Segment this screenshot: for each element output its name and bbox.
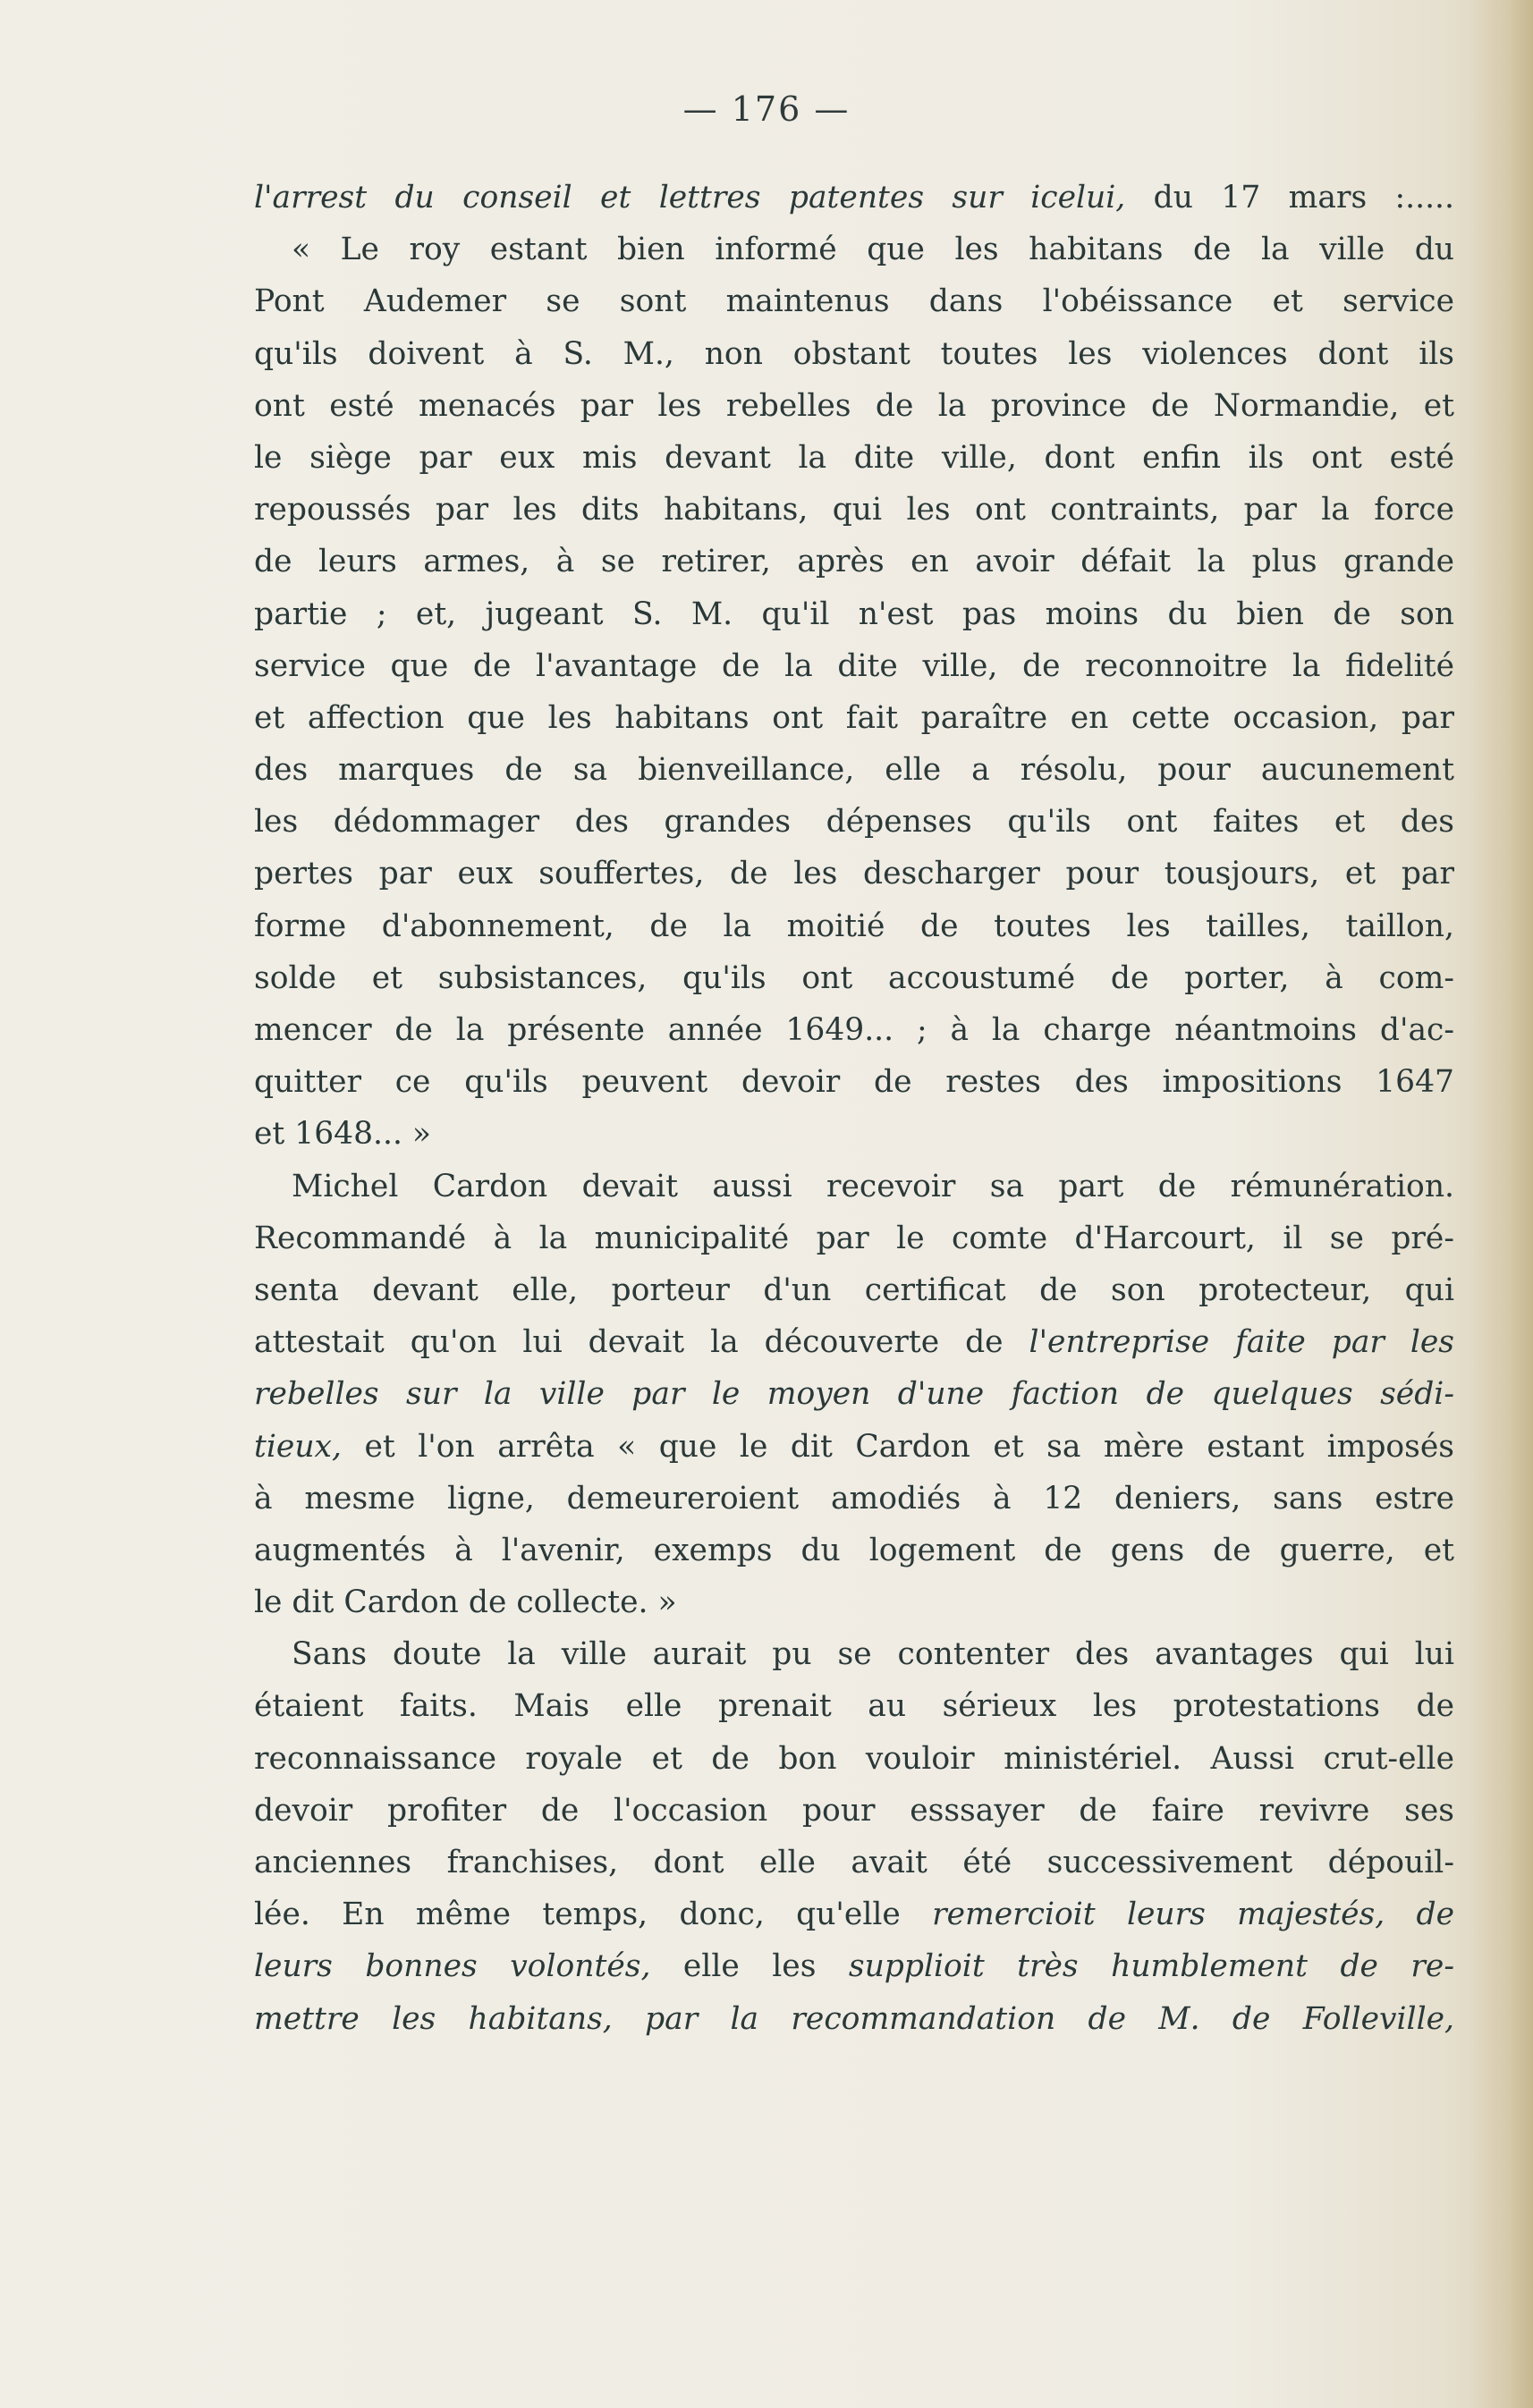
text-line: quitter ce qu'ils peuvent devoir de restes des impositions 1647 <box>254 1064 1454 1101</box>
text-line: Sans doute la ville aurait pu se contenter des avantages qui lui <box>292 1636 1454 1673</box>
text-line: forme d'abonnement, de la moitié de toutes les tailles, taillon, <box>254 908 1454 944</box>
text-line <box>254 1993 1454 2045</box>
text-line: à mesme ligne, demeureroient amodiés à 12 deniers, sans estre <box>254 1480 1454 1517</box>
text-line: Recommandé à la municipalité par le comte d'Harcourt, il se pré- <box>254 1220 1454 1256</box>
text-line: qu'ils doivent à S. M., non obstant toutes les violences dont ils <box>254 335 1454 372</box>
italic-segment: supplioit très humblement de re- <box>848 1948 1454 1985</box>
text-line: tieux, et l'on arrêta « que le dit Cardon et sa mère estant imposés <box>254 1428 1454 1465</box>
text-line: l'arrest du conseil et lettres patentes sur icelui, du 17 mars :..... <box>254 180 1454 215</box>
text-line: et affection que les habitans ont fait paraître en cette occasion, par <box>254 699 1454 736</box>
text-line: des marques de sa bienveillance, elle a résolu, pour aucunement <box>254 752 1454 789</box>
text-line: et 1648... » <box>254 1116 432 1153</box>
text-line: anciennes franchises, dont elle avait été successivement dépouil- <box>254 1845 1454 1880</box>
italic-segment: remercioit leurs majestés, de <box>932 1897 1454 1933</box>
text-line: devoir profiter de l'occasion pour esssayer de faire revivre ses <box>254 1792 1454 1829</box>
italic-segment: par la recommandation de M. de Folleville, <box>645 2000 1454 2037</box>
text-line: lée. En même temps, donc, qu'elle remercioit leurs majestés, de <box>254 1897 1454 1933</box>
page-edge-shadow <box>1470 0 1533 2408</box>
text-line: « Le roy estant bien informé que les habitans de la ville du <box>292 232 1454 268</box>
italic-segment: leurs bonnes volontés, <box>254 1948 651 1985</box>
italic-segment: mettre les habitans, <box>254 2000 613 2037</box>
text-line: étaient faits. Mais elle prenait au sérieux les protestations de <box>254 1688 1454 1725</box>
text-line: ont esté menacés par les rebelles de la province de Normandie, et <box>254 387 1454 424</box>
text-line: reconnaissance royale et de bon vouloir ministériel. Aussi crut-elle <box>254 1740 1454 1777</box>
text-line: leurs bonnes volontés, elle les supplioit très humblement de re- <box>254 1948 1454 1985</box>
text-line: mencer de la présente année 1649... ; à la charge néantmoins d'ac- <box>254 1012 1454 1048</box>
text-line: rebelles sur la ville par le moyen d'une faction de quelques sédi- <box>254 1376 1454 1413</box>
text-line: partie ; et, jugeant S. M. qu'il n'est pas moins du bien de son <box>254 596 1454 632</box>
text-line: senta devant elle, porteur d'un certificat de son protecteur, qui <box>254 1272 1454 1308</box>
text-line: les dédommager des grandes dépenses qu'ils ont faites et des <box>254 804 1454 841</box>
text-line: pertes par eux souffertes, de les descharger pour tousjours, et par <box>254 856 1454 892</box>
text-line: Michel Cardon devait aussi recevoir sa part de rémunération. <box>292 1168 1454 1204</box>
text-line: service que de l'avantage de la dite ville, de reconnoitre la fidelité <box>254 647 1454 684</box>
text-line: solde et subsistances, qu'ils ont accoustumé de porter, à com- <box>254 959 1454 996</box>
body-text <box>254 172 1454 2045</box>
text-line: augmentés à l'avenir, exemps du logement de gens de guerre, et <box>254 1532 1454 1568</box>
text-line: le siège par eux mis devant la dite ville, dont enfin ils ont esté <box>254 439 1454 476</box>
italic-segment: l'arrest du conseil et lettres patentes sur icelui, <box>254 180 1126 215</box>
text-line: de leurs armes, à se retirer, après en avoir défait la plus grande <box>254 544 1454 580</box>
italic-segment: l'entreprise faite par les <box>1029 1324 1454 1361</box>
italic-segment: tieux, <box>254 1428 342 1465</box>
text-line: attestait qu'on lui devait la découverte de l'entreprise faite par les <box>254 1324 1454 1361</box>
text-line: le dit Cardon de collecte. » <box>254 1584 677 1621</box>
page-number: — 176 — <box>682 89 851 129</box>
text-line: repoussés par les dits habitans, qui les ont contraints, par la force <box>254 492 1454 528</box>
text-line: Pont Audemer se sont maintenus dans l'obéissance et service <box>254 283 1454 320</box>
